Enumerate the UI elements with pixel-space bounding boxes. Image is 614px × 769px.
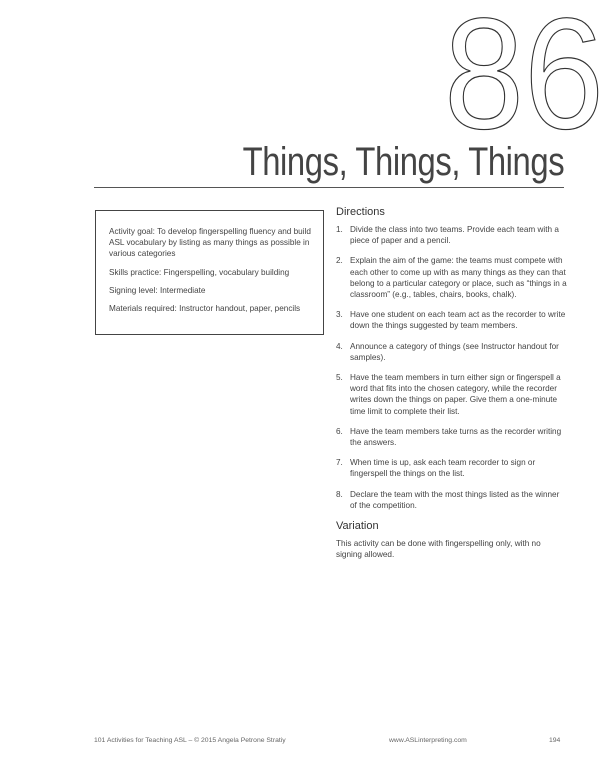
directions-section (336, 206, 568, 560)
chapter-number-text: 86 (444, 6, 604, 136)
step-text: Announce a category of things (see Instructor handout for samples). (350, 341, 559, 362)
step-number: 1. (336, 225, 343, 234)
page-number: 194 (549, 737, 561, 744)
step-number: 8. (336, 489, 343, 499)
page-title: Things, Things, Things (242, 140, 564, 184)
chapter-number (440, 6, 608, 136)
direction-step (336, 224, 568, 246)
variation-heading: Variation (336, 520, 379, 533)
direction-step (336, 372, 568, 417)
direction-step (336, 489, 568, 511)
step-text: Have one student on each team act as the recorder to write down the things suggested by team members. (350, 310, 566, 331)
direction-step (336, 255, 568, 300)
activity-goal: Activity goal: To develop fingerspelling fluency and build ASL vocabulary by listing as many things as possible in various categories (109, 227, 311, 259)
direction-step (336, 309, 568, 331)
step-text: Declare the team with the most things listed as the winner of the competition. (350, 489, 560, 510)
chapter-number-graphic (440, 6, 608, 136)
materials-required: Materials required: Instructor handout, paper, pencils (109, 304, 301, 314)
step-number: 4. (336, 341, 343, 351)
activity-info-box (95, 210, 324, 335)
step-text: Have the team members take turns as the recorder writing the answers. (350, 426, 562, 448)
step-number: 3. (336, 310, 343, 320)
directions-list (336, 224, 568, 511)
step-number: 7. (336, 458, 343, 468)
signing-level: Signing level: Intermediate (109, 285, 206, 295)
variation-text: This activity can be done with fingerspelling only, with no signing allowed. (336, 539, 541, 560)
step-text: Divide the class into two teams. Provide each team with a piece of paper and a pencil. (350, 225, 559, 246)
skills-practice: Skills practice: Fingerspelling, vocabulary building (109, 267, 290, 277)
step-number: 6. (336, 426, 343, 436)
step-text: Explain the aim of the game: the teams must compete with each other to come up with as many things as they can that belong to a particular category or place, such as “things in a classroom” (e.g., tables, chairs, books, chalk). (350, 256, 567, 300)
title-divider (94, 187, 564, 188)
direction-step (336, 457, 568, 479)
footer-website: www.ASLinterpreting.com (389, 737, 467, 744)
direction-step (336, 341, 568, 363)
step-text: Have the team members in turn either sign or fingerspell a word that fits into the chosen category, while the recorder writes down the things on paper. Give them a one-minute time limit to complete their list. (350, 373, 561, 416)
directions-heading: Directions (336, 206, 385, 218)
variation-section (336, 520, 568, 560)
step-number: 5. (336, 373, 343, 383)
step-text: When time is up, ask each team recorder to sign or fingerspell the things on the list. (350, 458, 536, 479)
step-number: 2. (336, 256, 343, 266)
footer-copyright: 101 Activities for Teaching ASL – © 2015 Angela Petrone Stratiy (94, 737, 286, 744)
direction-step (336, 426, 568, 448)
